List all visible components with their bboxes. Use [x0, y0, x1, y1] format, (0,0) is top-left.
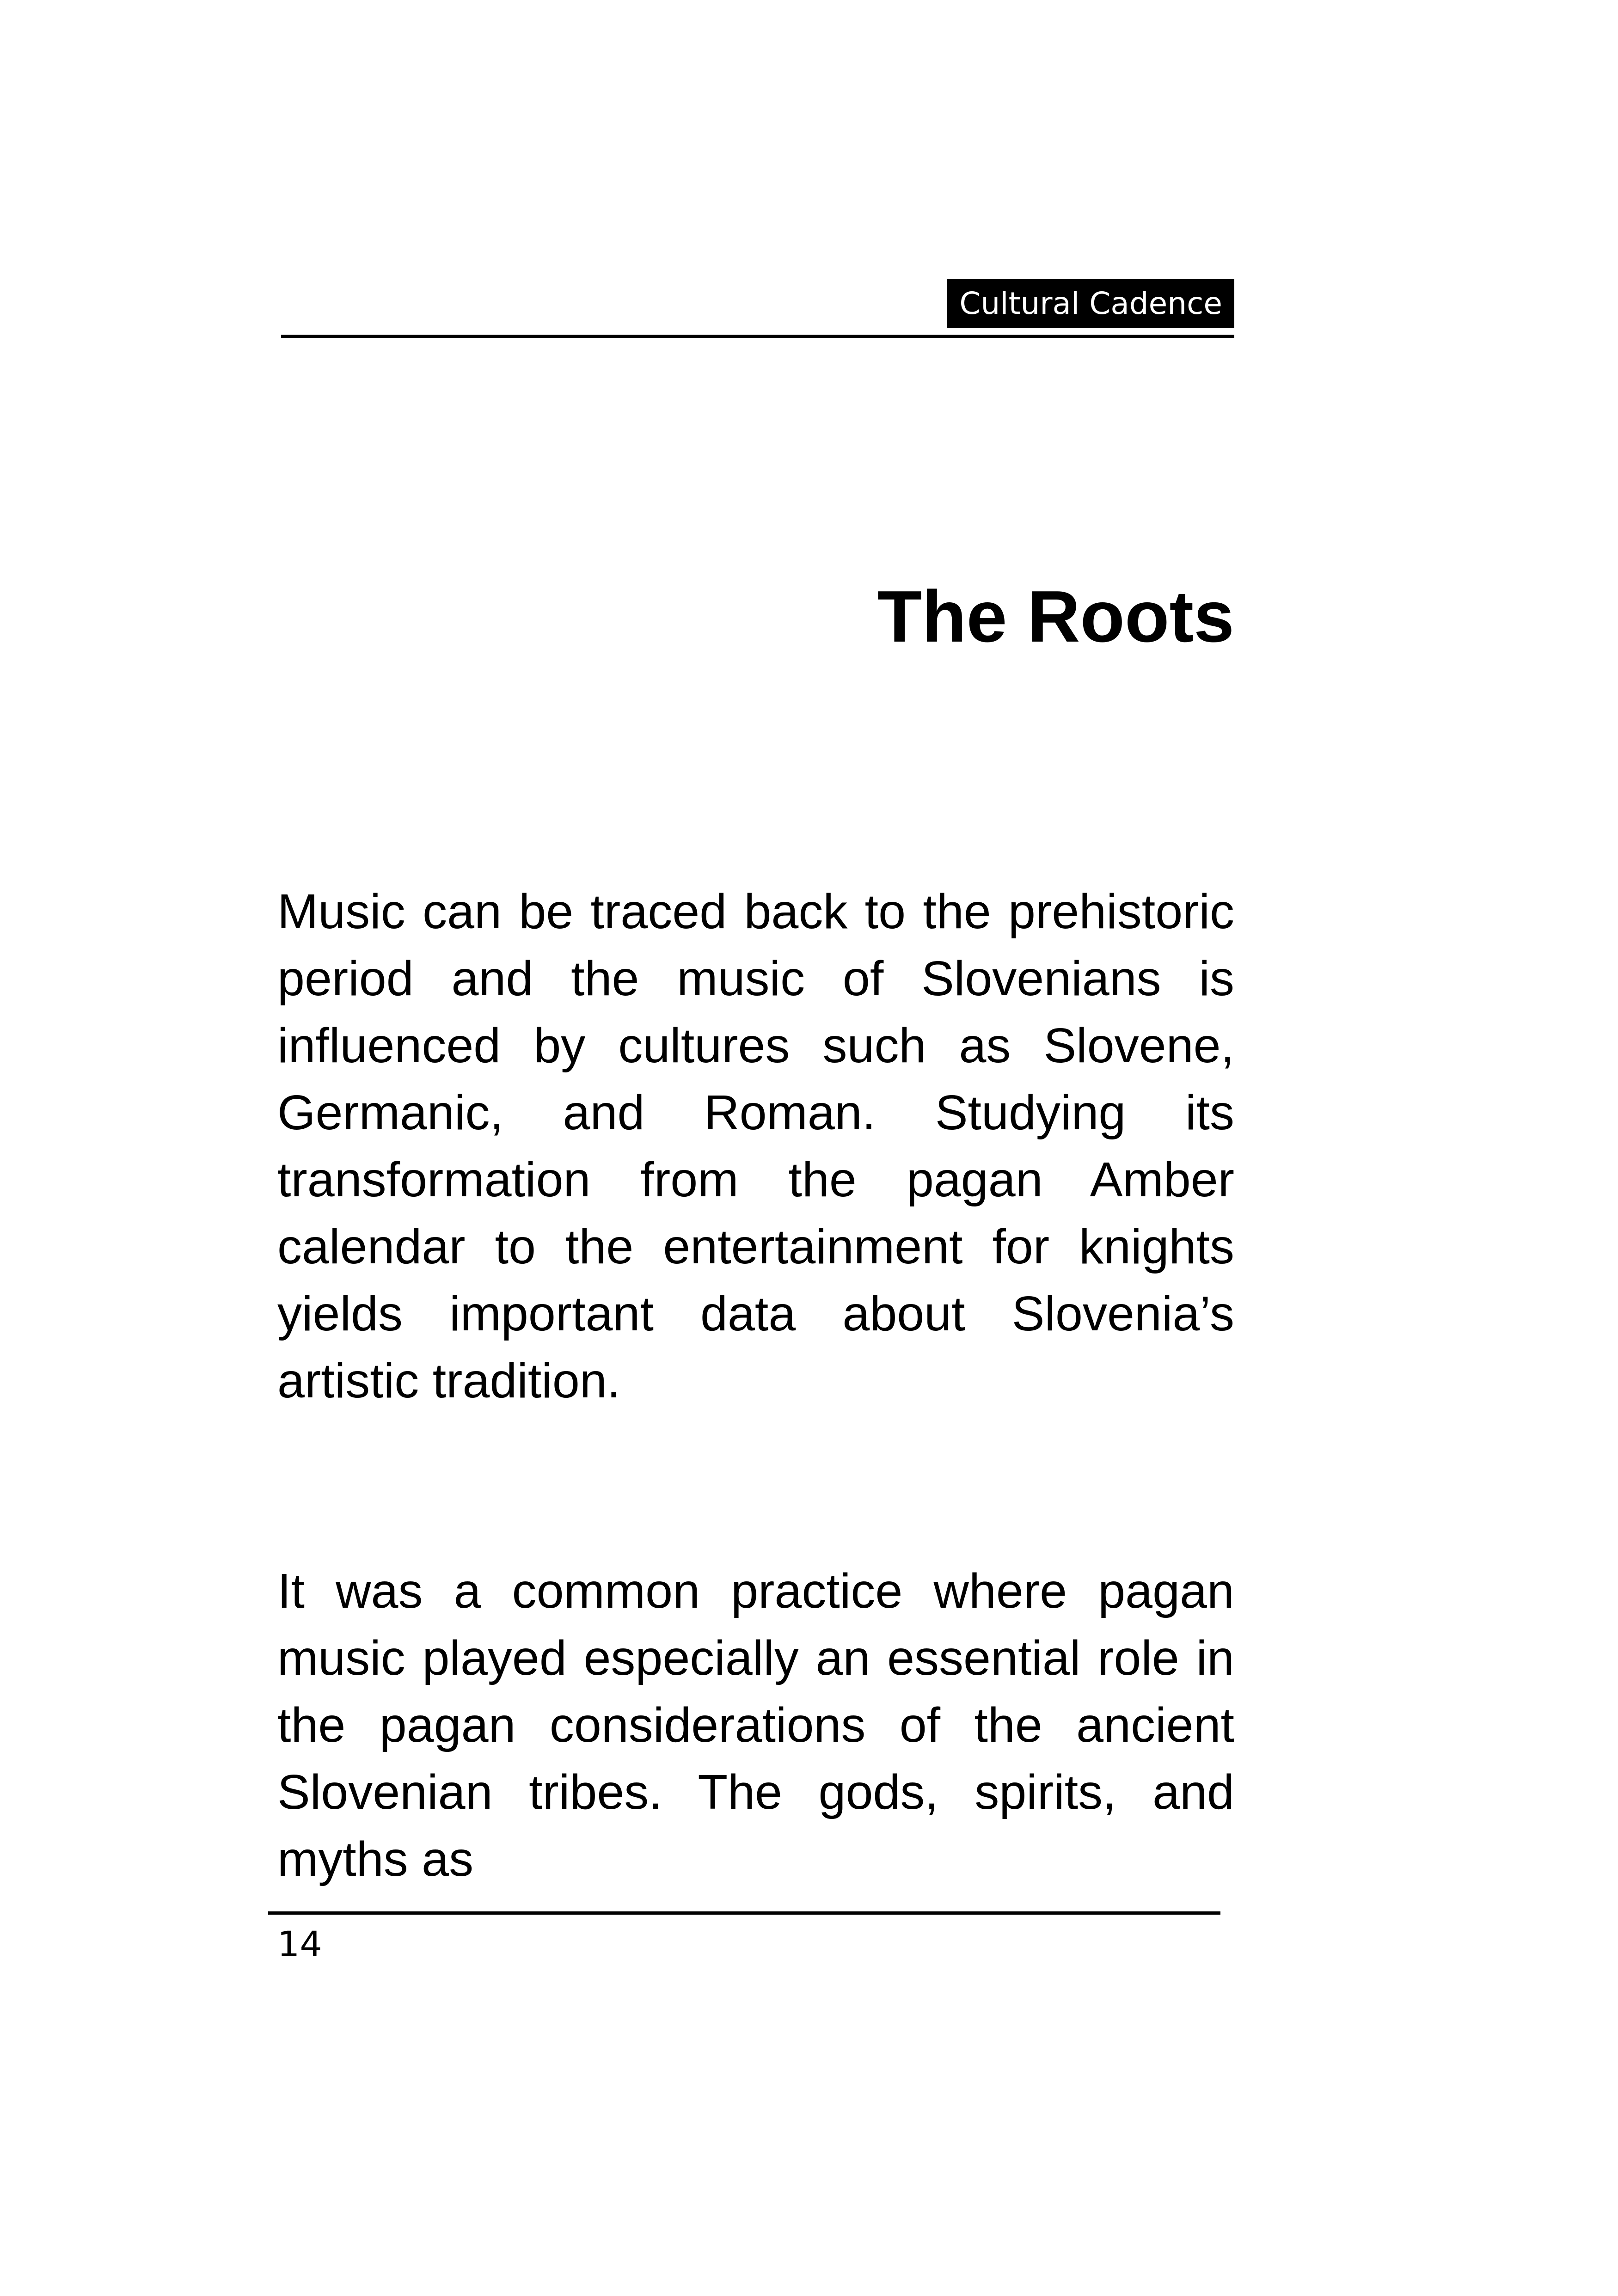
header-rule: [281, 335, 1234, 338]
page-number: 14: [277, 1923, 322, 1965]
running-header-badge: Cultural Cadence: [947, 279, 1234, 328]
body-paragraph: Music can be traced back to the prehistoric period and the music of Slovenians is influenced by cultures such as Slovene, Germanic, and Roman. Studying its transformation from the pagan Amber calendar to the entertainment for knights yields important data about Slovenia’s artistic tradition.: [277, 884, 1234, 1408]
footer-rule: [268, 1911, 1220, 1915]
body-paragraph: It was a common practice where pagan music played especially an essential role in the pagan considerations of the ancient Slovenian tribes. The gods, spirits, and myths as: [277, 1564, 1234, 1886]
chapter-title: The Roots: [877, 576, 1234, 657]
